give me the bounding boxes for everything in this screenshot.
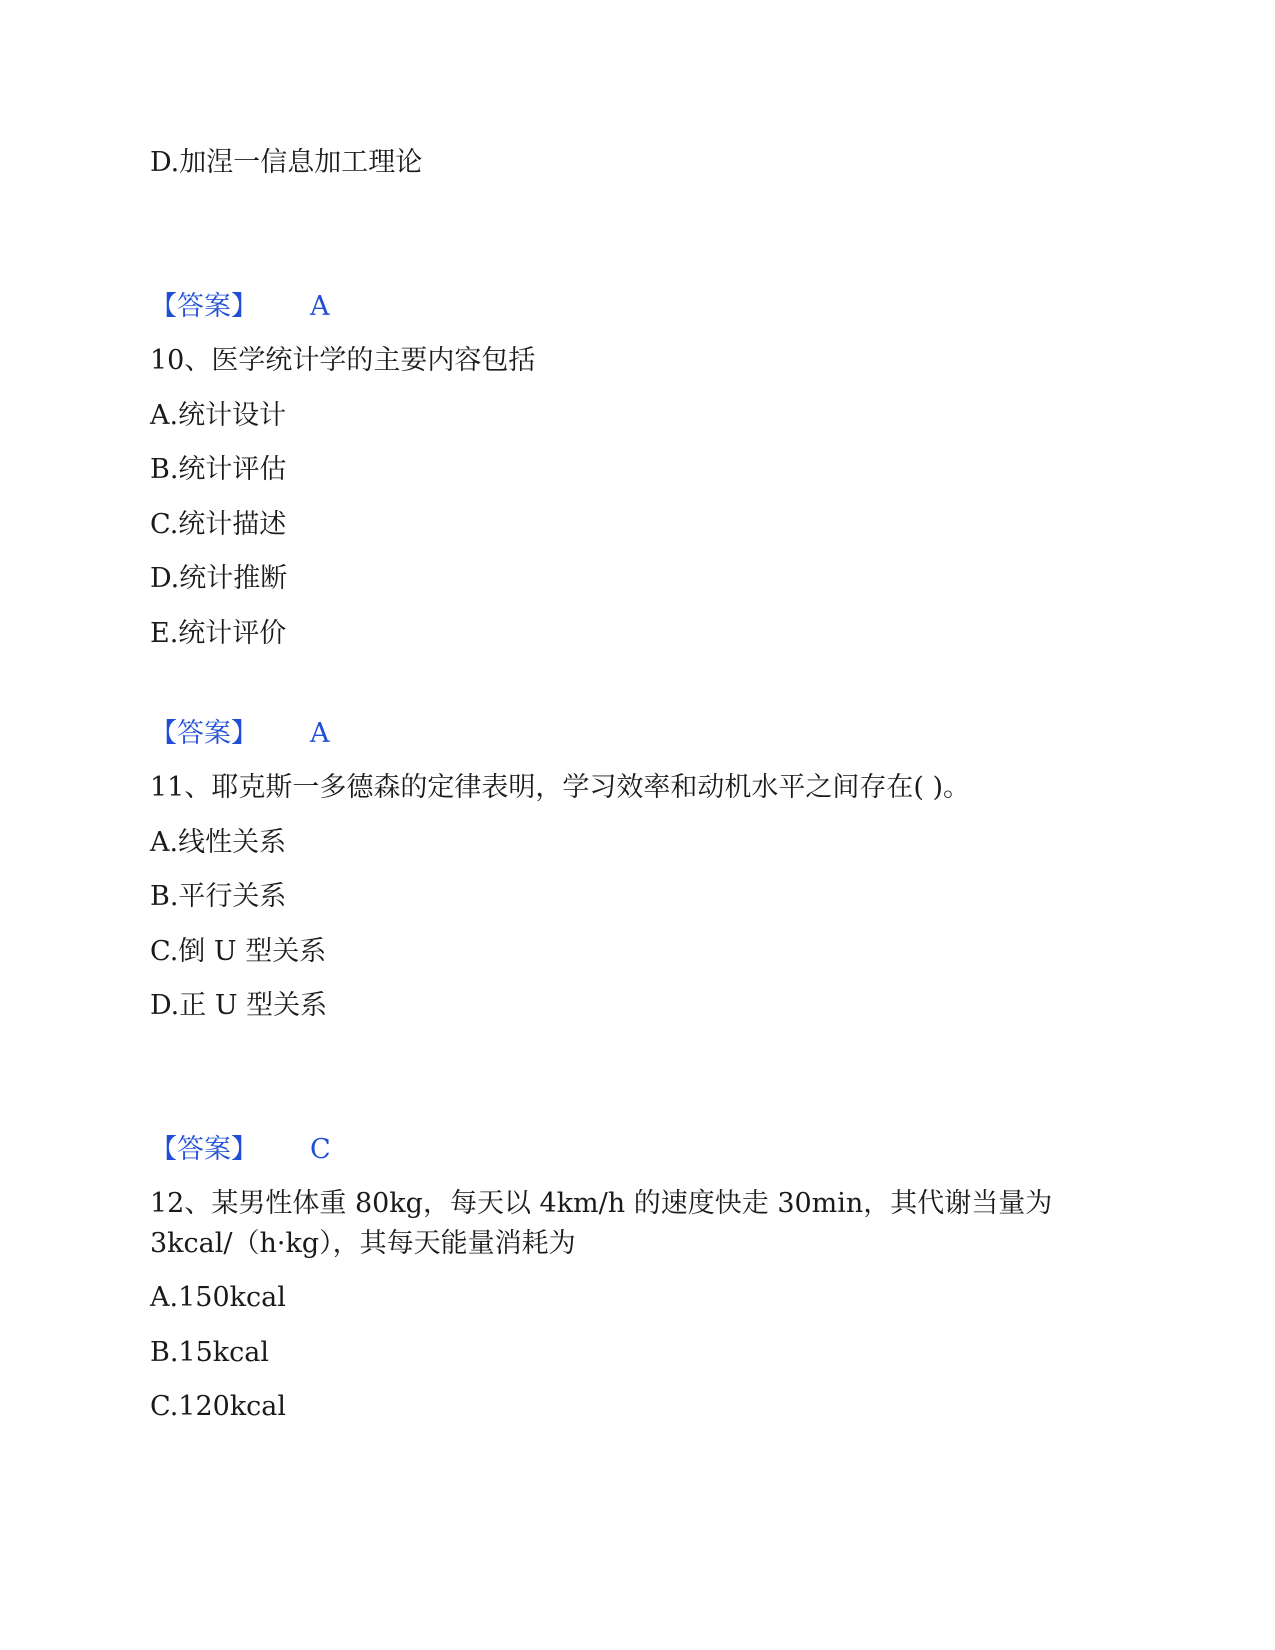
answer-value: C: [310, 1134, 331, 1165]
question-12-stem-line2: 3kcal/（h·kg），其每天能量消耗为: [150, 1228, 576, 1259]
answer-label: 【答案】: [150, 291, 258, 322]
q11-option-c: C.倒 U 型关系: [150, 936, 327, 967]
answer-q10: [150, 717, 330, 751]
q12-option-b: B.15kcal: [150, 1337, 269, 1368]
answer-label: 【答案】: [150, 1134, 258, 1165]
answer-q9: [150, 290, 330, 324]
q10-option-a: A.统计设计: [150, 400, 287, 431]
q11-option-d: D.正 U 型关系: [150, 990, 328, 1021]
answer-label: 【答案】: [150, 718, 258, 749]
q10-option-d: D.统计推断: [150, 563, 288, 594]
answer-value: A: [310, 718, 330, 749]
q12-option-a: A.150kcal: [150, 1282, 286, 1313]
question-11-stem: 11、耶克斯一多德森的定律表明，学习效率和动机水平之间存在( )。: [150, 772, 971, 803]
option-d-prev-question: D.加涅一信息加工理论: [150, 147, 423, 178]
q10-option-c: C.统计描述: [150, 509, 287, 540]
q10-option-b: B.统计评估: [150, 454, 287, 485]
q10-option-e: E.统计评价: [150, 618, 287, 649]
answer-value: A: [310, 291, 330, 322]
q11-option-b: B.平行关系: [150, 881, 287, 912]
question-12-stem-line1: 12、某男性体重 80kg，每天以 4km/h 的速度快走 30min，其代谢当量为: [150, 1188, 1053, 1219]
question-10-stem: 10、医学统计学的主要内容包括: [150, 345, 536, 376]
q11-option-a: A.线性关系: [150, 827, 287, 858]
q12-option-c: C.120kcal: [150, 1391, 287, 1422]
answer-q11: [150, 1133, 331, 1167]
